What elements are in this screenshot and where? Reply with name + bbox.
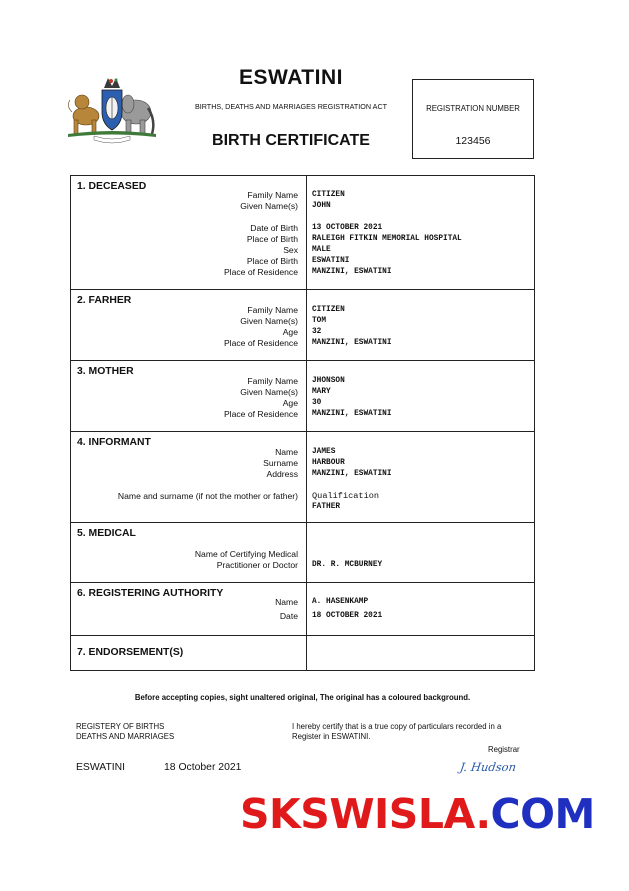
field-value: 13 OCTOBER 2021 [312,224,383,232]
section-title: 2. FARHER [77,295,132,306]
field-value: Qualification [312,491,380,501]
field-value: MANZINI, ESWATINI [312,268,392,276]
watermark [240,790,595,838]
field-label: Family Name [247,190,298,200]
field-label: Given Name(s) [240,316,298,326]
field-label: Place of Residence [223,409,298,419]
footer-country: ESWATINI [76,762,126,773]
field-value: MANZINI, ESWATINI [312,410,392,418]
field-value: JAMES [312,448,336,456]
field-label: Family Name [247,376,298,386]
section-medical [71,523,534,583]
field-value: JHONSON [312,377,345,385]
watermark-part: COM [490,790,595,838]
certify-line: I hereby certify that is a true copy of particulars recorded in a [292,722,502,731]
field-label: Given Name(s) [240,387,298,397]
field-value: HARBOUR [312,459,345,467]
section-title: 6. REGISTERING AUTHORITY [77,588,224,599]
section-informant [71,432,534,523]
field-label: Place of Birth [246,256,298,266]
field-label: Family Name [247,305,298,315]
field-value: MARY [312,388,331,396]
registry-line: DEATHS AND MARRIAGES [76,732,175,741]
field-label: Place of Residence [223,338,298,348]
section-deceased [71,176,534,290]
notice-text: Before accepting copies, sight unaltered original, The original has a coloured background. [134,693,471,702]
field-label: Name [275,447,298,457]
field-label: Surname [263,458,298,468]
field-value: MALE [312,246,331,254]
field-label: Date of Birth [250,223,298,233]
watermark-part: SKSWISLA. [240,790,491,838]
field-label: Date [279,611,298,621]
section-father [71,290,534,361]
country-title: ESWATINI [239,66,343,89]
certificate-table [70,175,535,671]
field-value: FATHER [312,503,341,511]
section-registering-authority [71,583,534,636]
field-value: MANZINI, ESWATINI [312,339,392,347]
field-value: MANZINI, ESWATINI [312,470,392,478]
section-endorsement [71,636,534,670]
registration-number-value: 123456 [455,135,491,147]
section-mother [71,361,534,432]
field-value: JOHN [312,202,331,210]
field-value: 32 [312,328,322,336]
coat-of-arms-icon [64,76,160,144]
registrar-signature: J. Hudson [459,760,518,774]
certify-line: Register in ESWATINI. [292,732,371,741]
document-title: BIRTH CERTIFICATE [212,132,370,149]
field-label: Practitioner or Doctor [216,560,298,570]
field-label: Name and surname (if not the mother or father) [117,491,298,501]
field-label: Sex [283,245,298,255]
field-value: A. HASENKAMP [312,598,369,606]
footer-date: 18 October 2021 [164,762,242,773]
registration-number-label: REGISTRATION NUMBER [426,104,520,113]
section-title: 1. DECEASED [77,181,147,192]
section-title: 7. ENDORSEMENT(S) [77,647,184,658]
field-label: Place of Residence [223,267,298,277]
field-value: DR. R. MCBURNEY [312,561,383,569]
field-value: RALEIGH FITKIN MEMORIAL HOSPITAL [312,235,462,243]
registration-number-box [412,79,534,159]
field-label: Name [275,597,298,607]
registrar-label: Registrar [488,745,520,754]
field-value: 30 [312,399,322,407]
field-value: CITIZEN [312,306,345,314]
field-label: Name of Certifying Medical [194,549,298,559]
section-title: 5. MEDICAL [77,528,136,539]
field-label: Given Name(s) [240,201,298,211]
field-label: Age [282,398,298,408]
registration-act: BIRTHS, DEATHS AND MARRIAGES REGISTRATION ACT [194,102,388,111]
field-value: CITIZEN [312,191,345,199]
section-title: 4. INFORMANT [77,437,151,448]
registry-line: REGISTERY OF BIRTHS [76,722,165,731]
field-value: 18 OCTOBER 2021 [312,612,383,620]
field-label: Place of Birth [246,234,298,244]
field-value: TOM [312,317,327,325]
field-label: Address [266,469,298,479]
section-title: 3. MOTHER [77,366,134,377]
field-label: Age [282,327,298,337]
field-value: ESWATINI [312,257,350,265]
